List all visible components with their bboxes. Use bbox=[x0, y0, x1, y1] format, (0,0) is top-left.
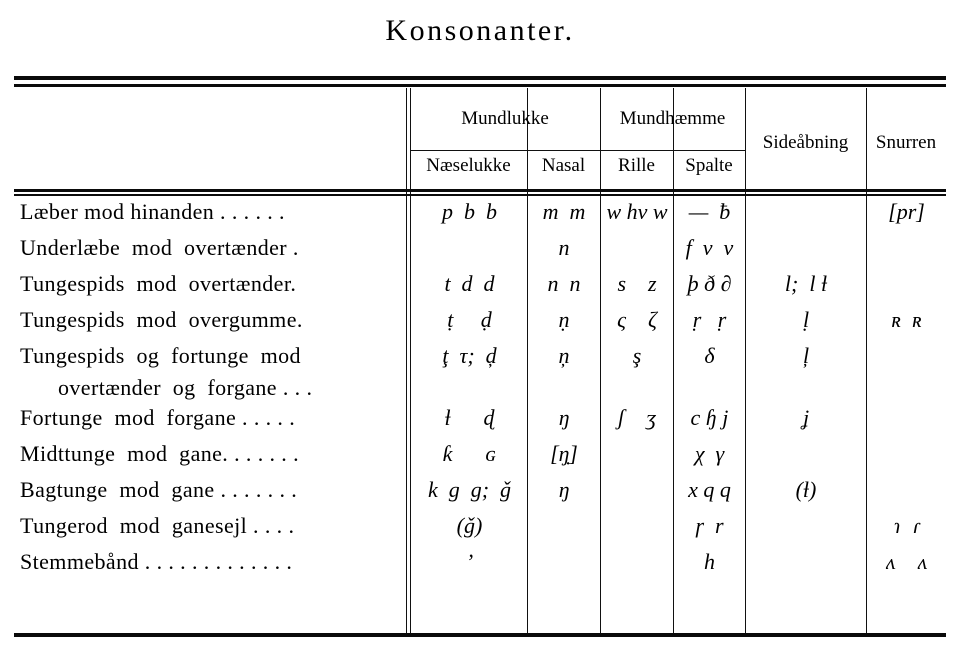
bottom-rule bbox=[14, 633, 946, 637]
cell-spalte: x q q bbox=[688, 477, 731, 502]
cell-sideabning: ḷ bbox=[802, 307, 810, 332]
cell-snurren: ʌ ʌ bbox=[885, 549, 928, 574]
cell-spalte: h bbox=[704, 549, 715, 574]
row-label: Underlæbe mod overtænder . bbox=[20, 235, 299, 260]
header-group-mundlukke: Mundlukke bbox=[461, 108, 549, 129]
cell-spalte: ɼ r bbox=[695, 513, 724, 538]
header-column-sideabning: Sideåbning bbox=[762, 132, 849, 153]
table-row bbox=[14, 474, 946, 510]
cell-nasal: ŋ bbox=[558, 477, 570, 502]
row-label: Tungerod mod ganesejl . . . . bbox=[20, 513, 295, 538]
cell-rille: w hv w bbox=[606, 199, 668, 224]
cell-naeselukke: t d d bbox=[444, 271, 495, 296]
cell-rille: s z bbox=[617, 271, 657, 296]
rule-under-mundlukke bbox=[410, 150, 600, 151]
row-label-line2: overtænder og forgane . . . bbox=[58, 375, 313, 400]
cell-nasal: ņ bbox=[558, 343, 570, 368]
cell-spalte: δ bbox=[704, 343, 715, 368]
cell-nasal: n n bbox=[547, 271, 581, 296]
rule-under-mundhaemme bbox=[600, 150, 745, 151]
table-row bbox=[14, 402, 946, 438]
table-row bbox=[14, 510, 946, 546]
page-title: Konsonanter. bbox=[385, 14, 575, 47]
cell-snurren: [pr] bbox=[888, 199, 925, 224]
cell-nasal: n bbox=[558, 235, 570, 260]
cell-sideabning: l; l ƚ bbox=[784, 271, 828, 296]
row-label: Tungespids og fortunge mod overtænder og forgane . . . bbox=[20, 340, 400, 404]
table-row bbox=[14, 438, 946, 474]
table-row bbox=[14, 268, 946, 304]
cell-nasal: ṇ bbox=[558, 307, 570, 332]
cell-naeselukke: p b b bbox=[442, 199, 497, 224]
cell-naeselukke: k g g; ǧ bbox=[427, 477, 512, 502]
header-column-nasal: Nasal bbox=[541, 155, 586, 176]
cell-spalte: ṛ ṛ bbox=[692, 307, 727, 332]
cell-rille: ʃ ʒ bbox=[617, 405, 657, 430]
cell-sideabning: ʝ bbox=[802, 405, 810, 430]
cell-naeselukke: ƚ ɖ bbox=[444, 405, 495, 430]
cell-rille: ş bbox=[632, 343, 642, 368]
header-column-snurren: Snurren bbox=[875, 132, 937, 153]
header-column-rille: Rille bbox=[618, 155, 655, 176]
table-row bbox=[14, 304, 946, 340]
top-rule-outer bbox=[14, 76, 946, 80]
row-label: Tungespids mod overgumme. bbox=[20, 307, 303, 332]
table-row bbox=[14, 232, 946, 268]
table-row bbox=[14, 196, 946, 232]
cell-sideabning: (ƚ) bbox=[795, 477, 817, 502]
cell-naeselukke: ţ τ; ḑ bbox=[442, 343, 497, 368]
cell-sideabning: ļ bbox=[802, 343, 810, 368]
cell-spalte: c ɧ j bbox=[690, 405, 729, 430]
row-label: Fortunge mod forgane . . . . . bbox=[20, 405, 296, 430]
row-label: Midttunge mod gane. . . . . . . bbox=[20, 441, 300, 466]
cell-spalte: χ γ bbox=[694, 441, 725, 466]
top-rule-inner bbox=[14, 84, 946, 87]
row-label: Bagtunge mod gane . . . . . . . bbox=[20, 477, 298, 502]
row-label: Tungespids mod overtænder. bbox=[20, 271, 297, 296]
row-label: Stemmebånd . . . . . . . . . . . . . bbox=[20, 549, 293, 574]
cell-nasal: m m bbox=[542, 199, 586, 224]
header-group-mundhaemme: Mundhæmme bbox=[619, 108, 726, 129]
rule-under-header-outer bbox=[14, 189, 946, 192]
table-body bbox=[14, 196, 946, 633]
cell-spalte: f v v bbox=[685, 235, 734, 260]
cell-snurren: ɿ ɾ bbox=[893, 513, 920, 538]
cell-naeselukke: ’ bbox=[465, 549, 474, 574]
cell-naeselukke: (ǧ) bbox=[456, 513, 483, 538]
table-row bbox=[14, 546, 946, 582]
header-column-naeselukke: Næselukke bbox=[426, 155, 511, 176]
row-label: Læber mod hinanden . . . . . . bbox=[20, 199, 285, 224]
cell-spalte: — ƀ bbox=[688, 199, 731, 224]
cell-rille: ς ζ bbox=[617, 307, 657, 332]
consonant-table bbox=[14, 88, 946, 633]
cell-snurren: ʀ ʀ bbox=[891, 307, 922, 332]
cell-naeselukke: ṭ ḍ bbox=[447, 307, 492, 332]
cell-nasal: ŋ bbox=[558, 405, 570, 430]
header-column-spalte: Spalte bbox=[685, 155, 733, 176]
cell-spalte: þ ð ∂ bbox=[687, 271, 732, 296]
cell-nasal: [ŋ̣] bbox=[550, 441, 578, 466]
cell-naeselukke: ƙ ɢ bbox=[442, 441, 497, 466]
